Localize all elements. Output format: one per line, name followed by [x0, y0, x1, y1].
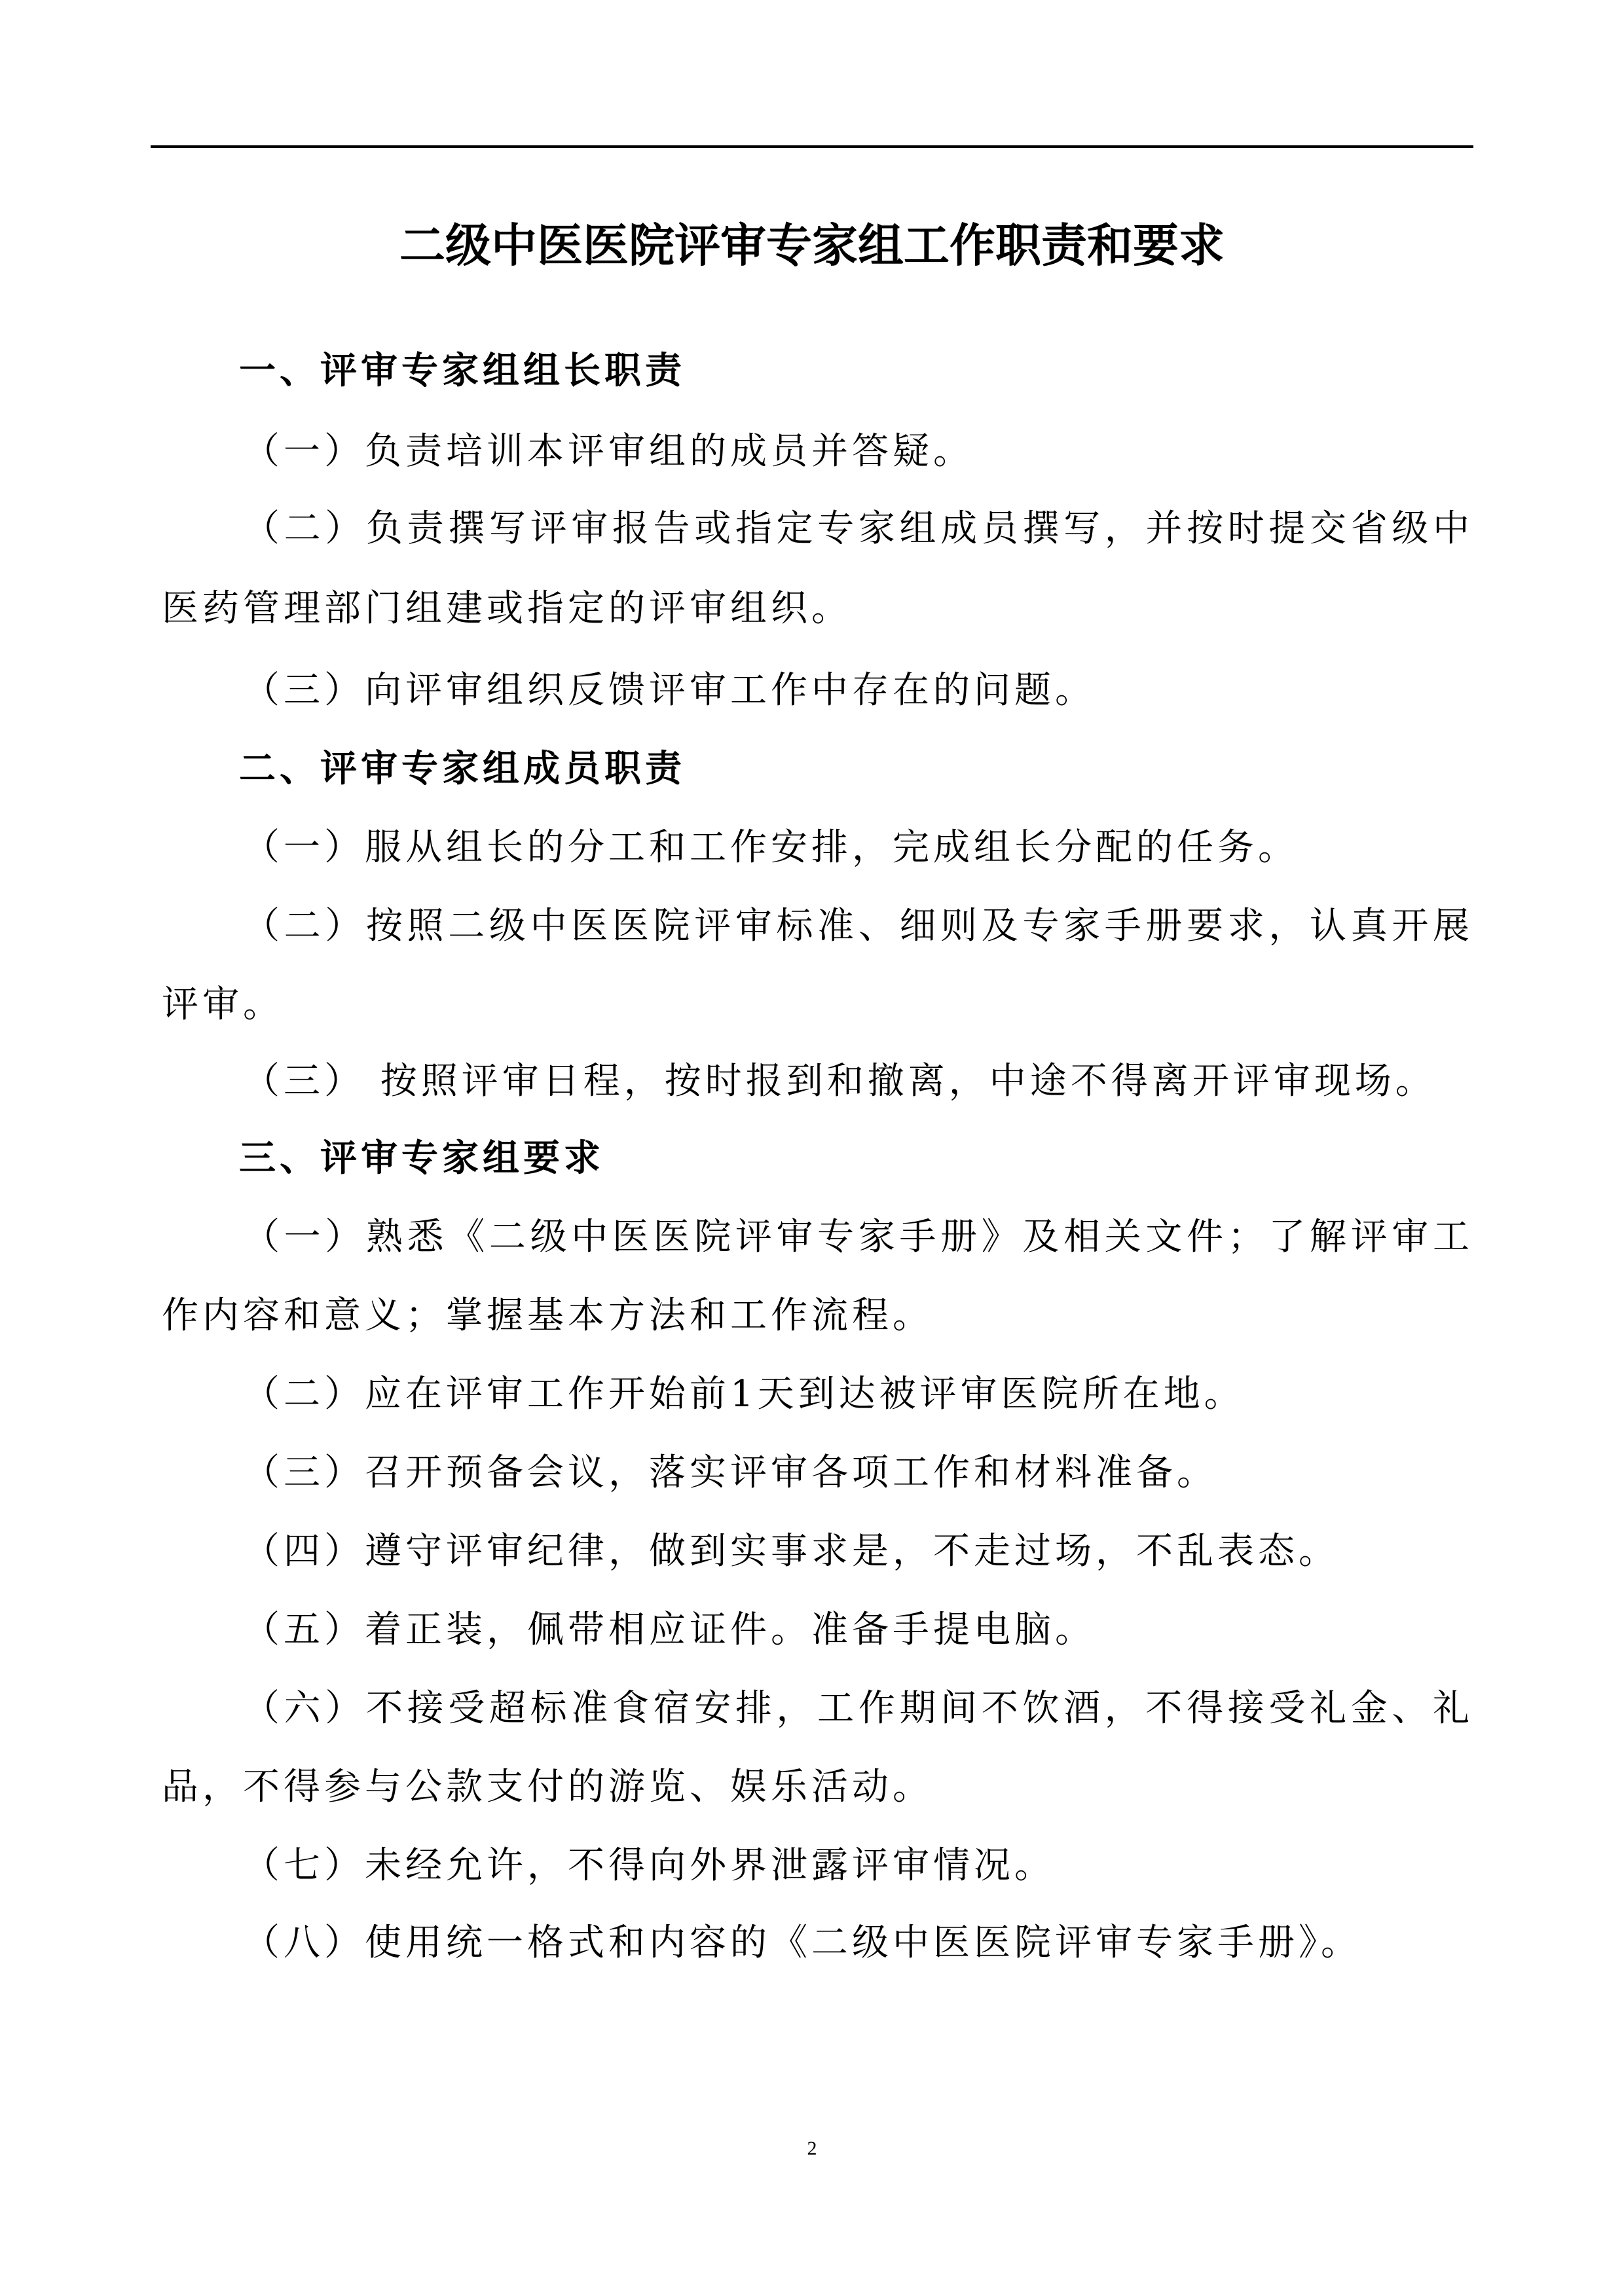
paragraph-line: （八）使用统一格式和内容的《二级中医医院评审专家手册》。 — [243, 1922, 1361, 1964]
section-heading: 一、评审专家组组长职责 — [239, 350, 686, 392]
page-number: 2 — [807, 2138, 817, 2159]
paragraph-line: （一）服从组长的分工和工作安排，完成组长分配的任务。 — [243, 826, 1299, 869]
paragraph-line: （三） 按照评审日程，按时报到和撤离，中途不得离开评审现场。 — [243, 1060, 1436, 1102]
paragraph-line: 评审。 — [162, 983, 284, 1026]
header-rule — [151, 145, 1473, 148]
paragraph-line: 作内容和意义；掌握基本方法和工作流程。 — [162, 1294, 933, 1337]
paragraph-line: （二）应在评审工作开始前1天到达被评审医院所在地。 — [243, 1373, 1245, 1415]
paragraph-line: （二）负责撰写评审报告或指定专家组成员撰写，并按时提交省级中 — [243, 507, 1473, 550]
paragraph-line: （二）按照二级中医医院评审标准、细则及专家手册要求，认真开展 — [243, 905, 1473, 947]
paragraph-line: （六）不接受超标准食宿安排，工作期间不饮酒，不得接受礼金、礼 — [243, 1687, 1473, 1730]
paragraph-line: （一）熟悉《二级中医医院评审专家手册》及相关文件；了解评审工 — [243, 1216, 1473, 1258]
paragraph-line: 品，不得参与公款支付的游览、娱乐活动。 — [162, 1766, 933, 1808]
paragraph-line: （一）负责培训本评审组的成员并答疑。 — [243, 430, 974, 473]
document-title: 二级中医医院评审专家组工作职责和要求 — [399, 219, 1225, 272]
section-heading: 二、评审专家组成员职责 — [239, 748, 686, 790]
section-heading: 三、评审专家组要求 — [239, 1137, 604, 1180]
paragraph-line: （五）着正装，佩带相应证件。准备手提电脑。 — [243, 1609, 1096, 1651]
paragraph-line: （七）未经允许，不得向外界泄露评审情况。 — [243, 1844, 1055, 1887]
paragraph-line: 医药管理部门组建或指定的评审组织。 — [162, 587, 852, 630]
paragraph-line: （三）召开预备会议，落实评审各项工作和材料准备。 — [243, 1451, 1217, 1494]
paragraph-line: （四）遵守评审纪律，做到实事求是，不走过场，不乱表态。 — [243, 1530, 1339, 1573]
paragraph-line: （三）向评审组织反馈评审工作中存在的问题。 — [243, 669, 1096, 712]
